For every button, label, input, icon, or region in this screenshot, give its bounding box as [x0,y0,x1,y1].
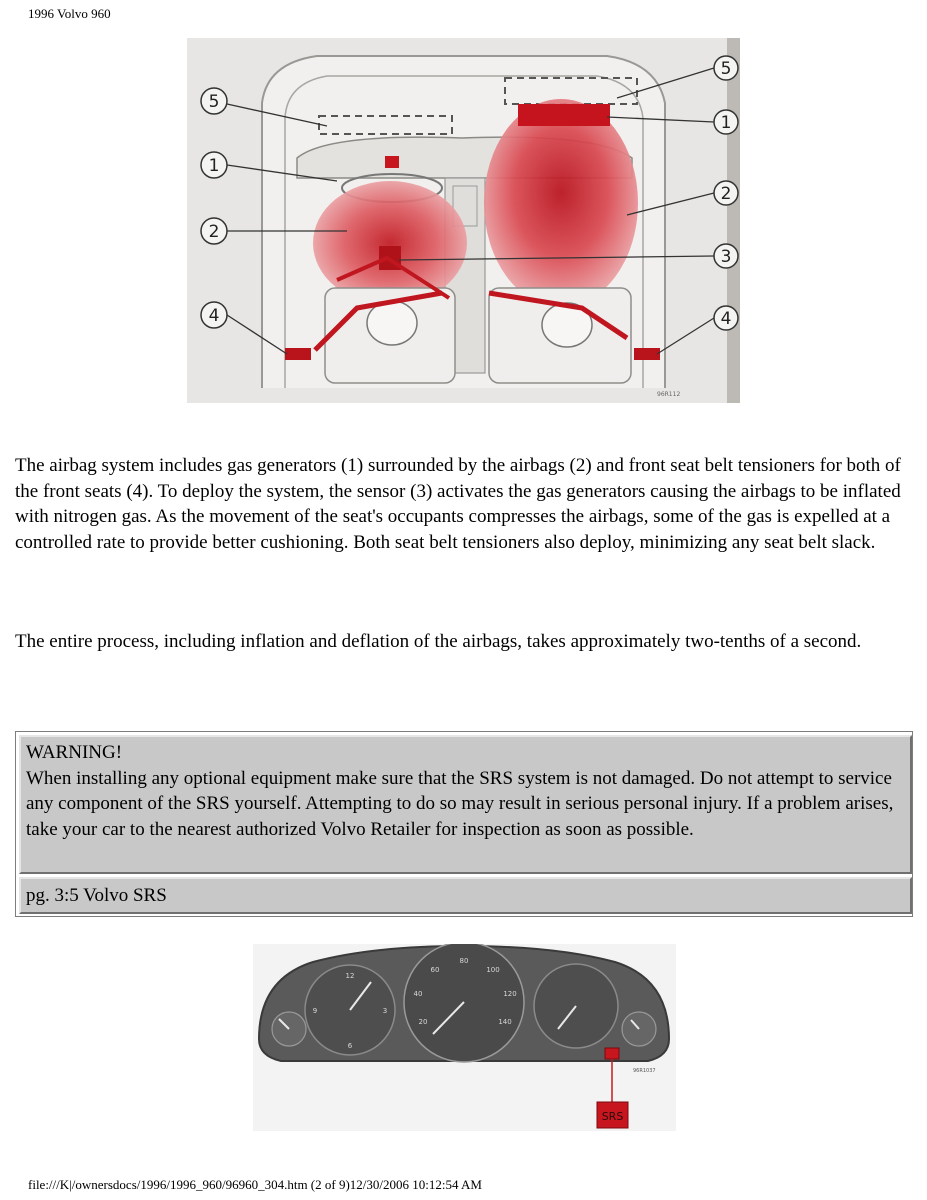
page-header: 1996 Volvo 960 [28,6,111,21]
page-reference: pg. 3:5 Volvo SRS [19,877,912,914]
callout-left-2: 2 [208,222,220,242]
callout-right-5: 5 [720,59,732,79]
clock-tick-6: 6 [347,1042,353,1050]
callout-right-2: 2 [720,184,732,204]
instrument-cluster-image [253,944,676,1131]
page-footer-path: file:///K|/ownersdocs/1996/1996_960/96960_304.htm (2 of 9)12/30/2006 10:12:54 AM [28,1177,482,1192]
speedo-tick-40: 40 [413,990,423,998]
speedo-tick-60: 60 [430,966,440,974]
speedo-tick-80: 80 [459,957,469,965]
speedo-tick-140: 140 [498,1018,512,1026]
callout-left-1: 1 [208,156,220,176]
warning-heading: WARNING! [26,742,123,763]
callout-left-5: 5 [208,92,220,112]
callout-right-1: 1 [720,113,732,133]
clock-tick-3: 3 [382,1007,388,1015]
airbag-diagram [187,38,740,403]
callout-right-3: 3 [720,247,732,267]
callout-right-4: 4 [720,309,732,329]
warning-text: When installing any optional equipment make sure that the SRS system is not damaged. Do not attempt to service any component of the SRS yourself. Attempting to do so may result in serious personal injury. If a problem arises, take your car to the nearest authorized Volvo Retailer for inspection as soon as possible. [26,767,894,840]
figure-code: 96R112 [657,391,681,398]
speedo-tick-120: 120 [503,990,517,998]
speedo-tick-20: 20 [418,1018,428,1026]
figure2-code: 96R1037 [633,1068,656,1074]
speedo-tick-100: 100 [486,966,500,974]
warning-cell [19,735,912,874]
clock-tick-12: 12 [345,972,355,980]
callout-left-4: 4 [208,306,220,326]
airbag-description-paragraph: The airbag system includes gas generators (1) surrounded by the airbags (2) and front seat belt tensioners for both of the front seats (4). To deploy the system, the sensor (3) activates the gas generators causing the airbags to be inflated with nitrogen gas. As the movement of the seat's occupants compresses the airbags, some of the gas is expelled at a controlled rate to provide better cushioning. Both seat belt tensioners also deploy, minimizing any seat belt slack. [15,455,901,553]
srs-label: SRS [601,1110,624,1123]
clock-tick-9: 9 [312,1007,318,1015]
inflation-time-paragraph: The entire process, including inflation and deflation of the airbags, takes approximately two-tenths of a second. [15,631,862,652]
warning-table [15,731,913,917]
